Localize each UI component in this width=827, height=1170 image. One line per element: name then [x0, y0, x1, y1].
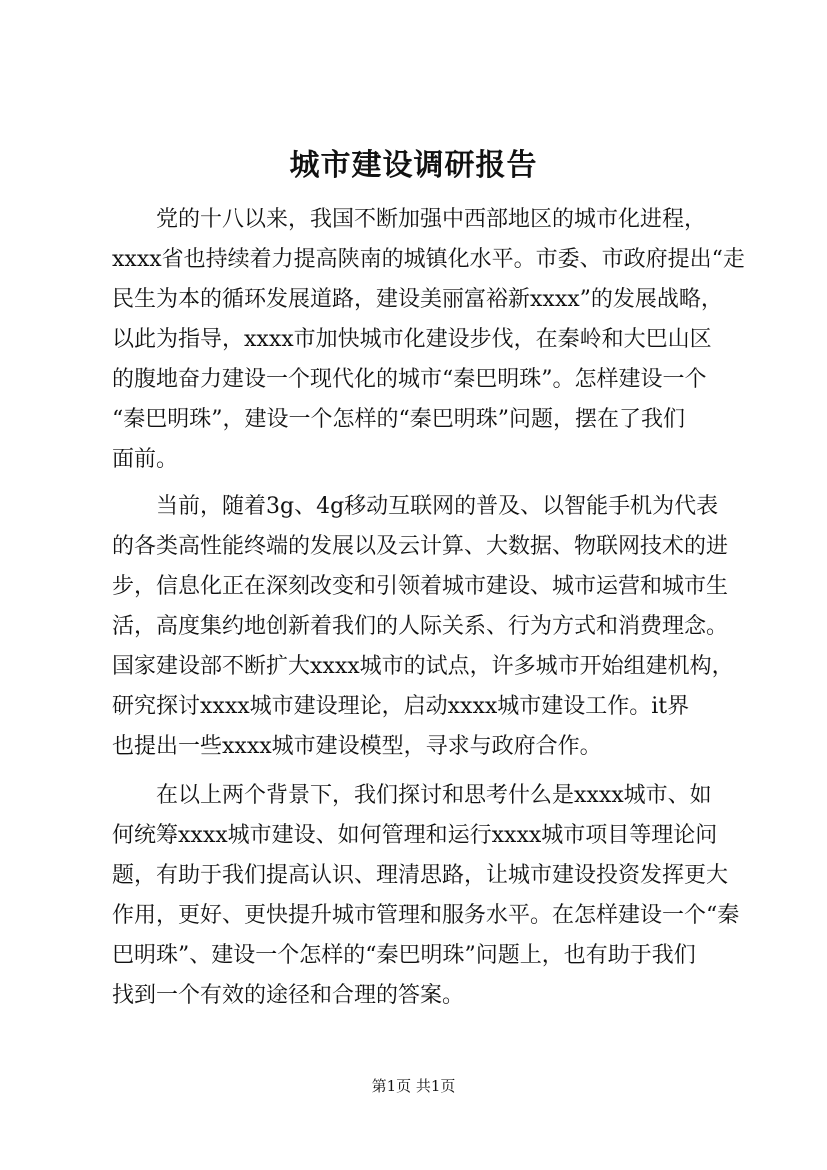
paragraph-line: 找到一个有效的途径和合理的答案。	[112, 983, 465, 1008]
paragraph-line: 在以上两个背景下，我们探讨和思考什么是xxxx城市、如	[156, 783, 712, 808]
paragraph-line: 题，有助于我们提高认识、理清思路，让城市建设投资发挥更大	[112, 863, 729, 888]
paragraph-line: 也提出一些xxxx城市建设模型，寻求与政府合作。	[112, 734, 602, 759]
paragraph-line: 以此为指导，xxxx市加快城市化建设步伐，在秦岭和大巴山区	[112, 327, 712, 352]
page-title: 城市建设调研报告	[289, 148, 538, 183]
paragraph-line: 党的十八以来，我国不断加强中西部地区的城市化进程，	[156, 207, 707, 232]
page-footer: 第1页 共1页	[371, 1077, 456, 1095]
paragraph-line: 何统筹xxxx城市建设、如何管理和运行xxxx城市项目等理论问	[112, 823, 718, 848]
paragraph-line: 国家建设部不断扩大xxxx城市的试点，许多城市开始组建机构，	[112, 654, 734, 679]
paragraph-line: 民生为本的循环发展道路，建设美丽富裕新xxxx”的发展战略，	[112, 287, 723, 312]
paragraph-line: 作用，更好、更快提升城市管理和服务水平。在怎样建设一个“秦	[112, 903, 740, 928]
paragraph-line: xxxx省也持续着力提高陕南的城镇化水平。市委、市政府提出“走	[112, 247, 745, 272]
paragraph-line: 面前。	[112, 447, 179, 472]
paragraph-line: 当前，随着3g、4g移动互联网的普及、以智能手机为代表	[156, 494, 719, 519]
paragraph-line: “秦巴明珠”，建设一个怎样的“秦巴明珠”问题，摆在了我们	[112, 407, 685, 432]
paragraph-line: 的腹地奋力建设一个现代化的城市“秦巴明珠”。怎样建设一个	[112, 367, 707, 392]
paragraph-line: 步，信息化正在深刻改变和引领着城市建设、城市运营和城市生	[112, 574, 729, 599]
paragraph-line: 的各类高性能终端的发展以及云计算、大数据、物联网技术的进	[112, 534, 729, 559]
paragraph-line: 巴明珠”、建设一个怎样的“秦巴明珠”问题上，也有助于我们	[112, 943, 696, 968]
paragraph-line: 研究探讨xxxx城市建设理论，启动xxxx城市建设工作。it界	[112, 694, 690, 719]
paragraph-line: 活，高度集约地创新着我们的人际关系、行为方式和消费理念。	[112, 614, 729, 639]
